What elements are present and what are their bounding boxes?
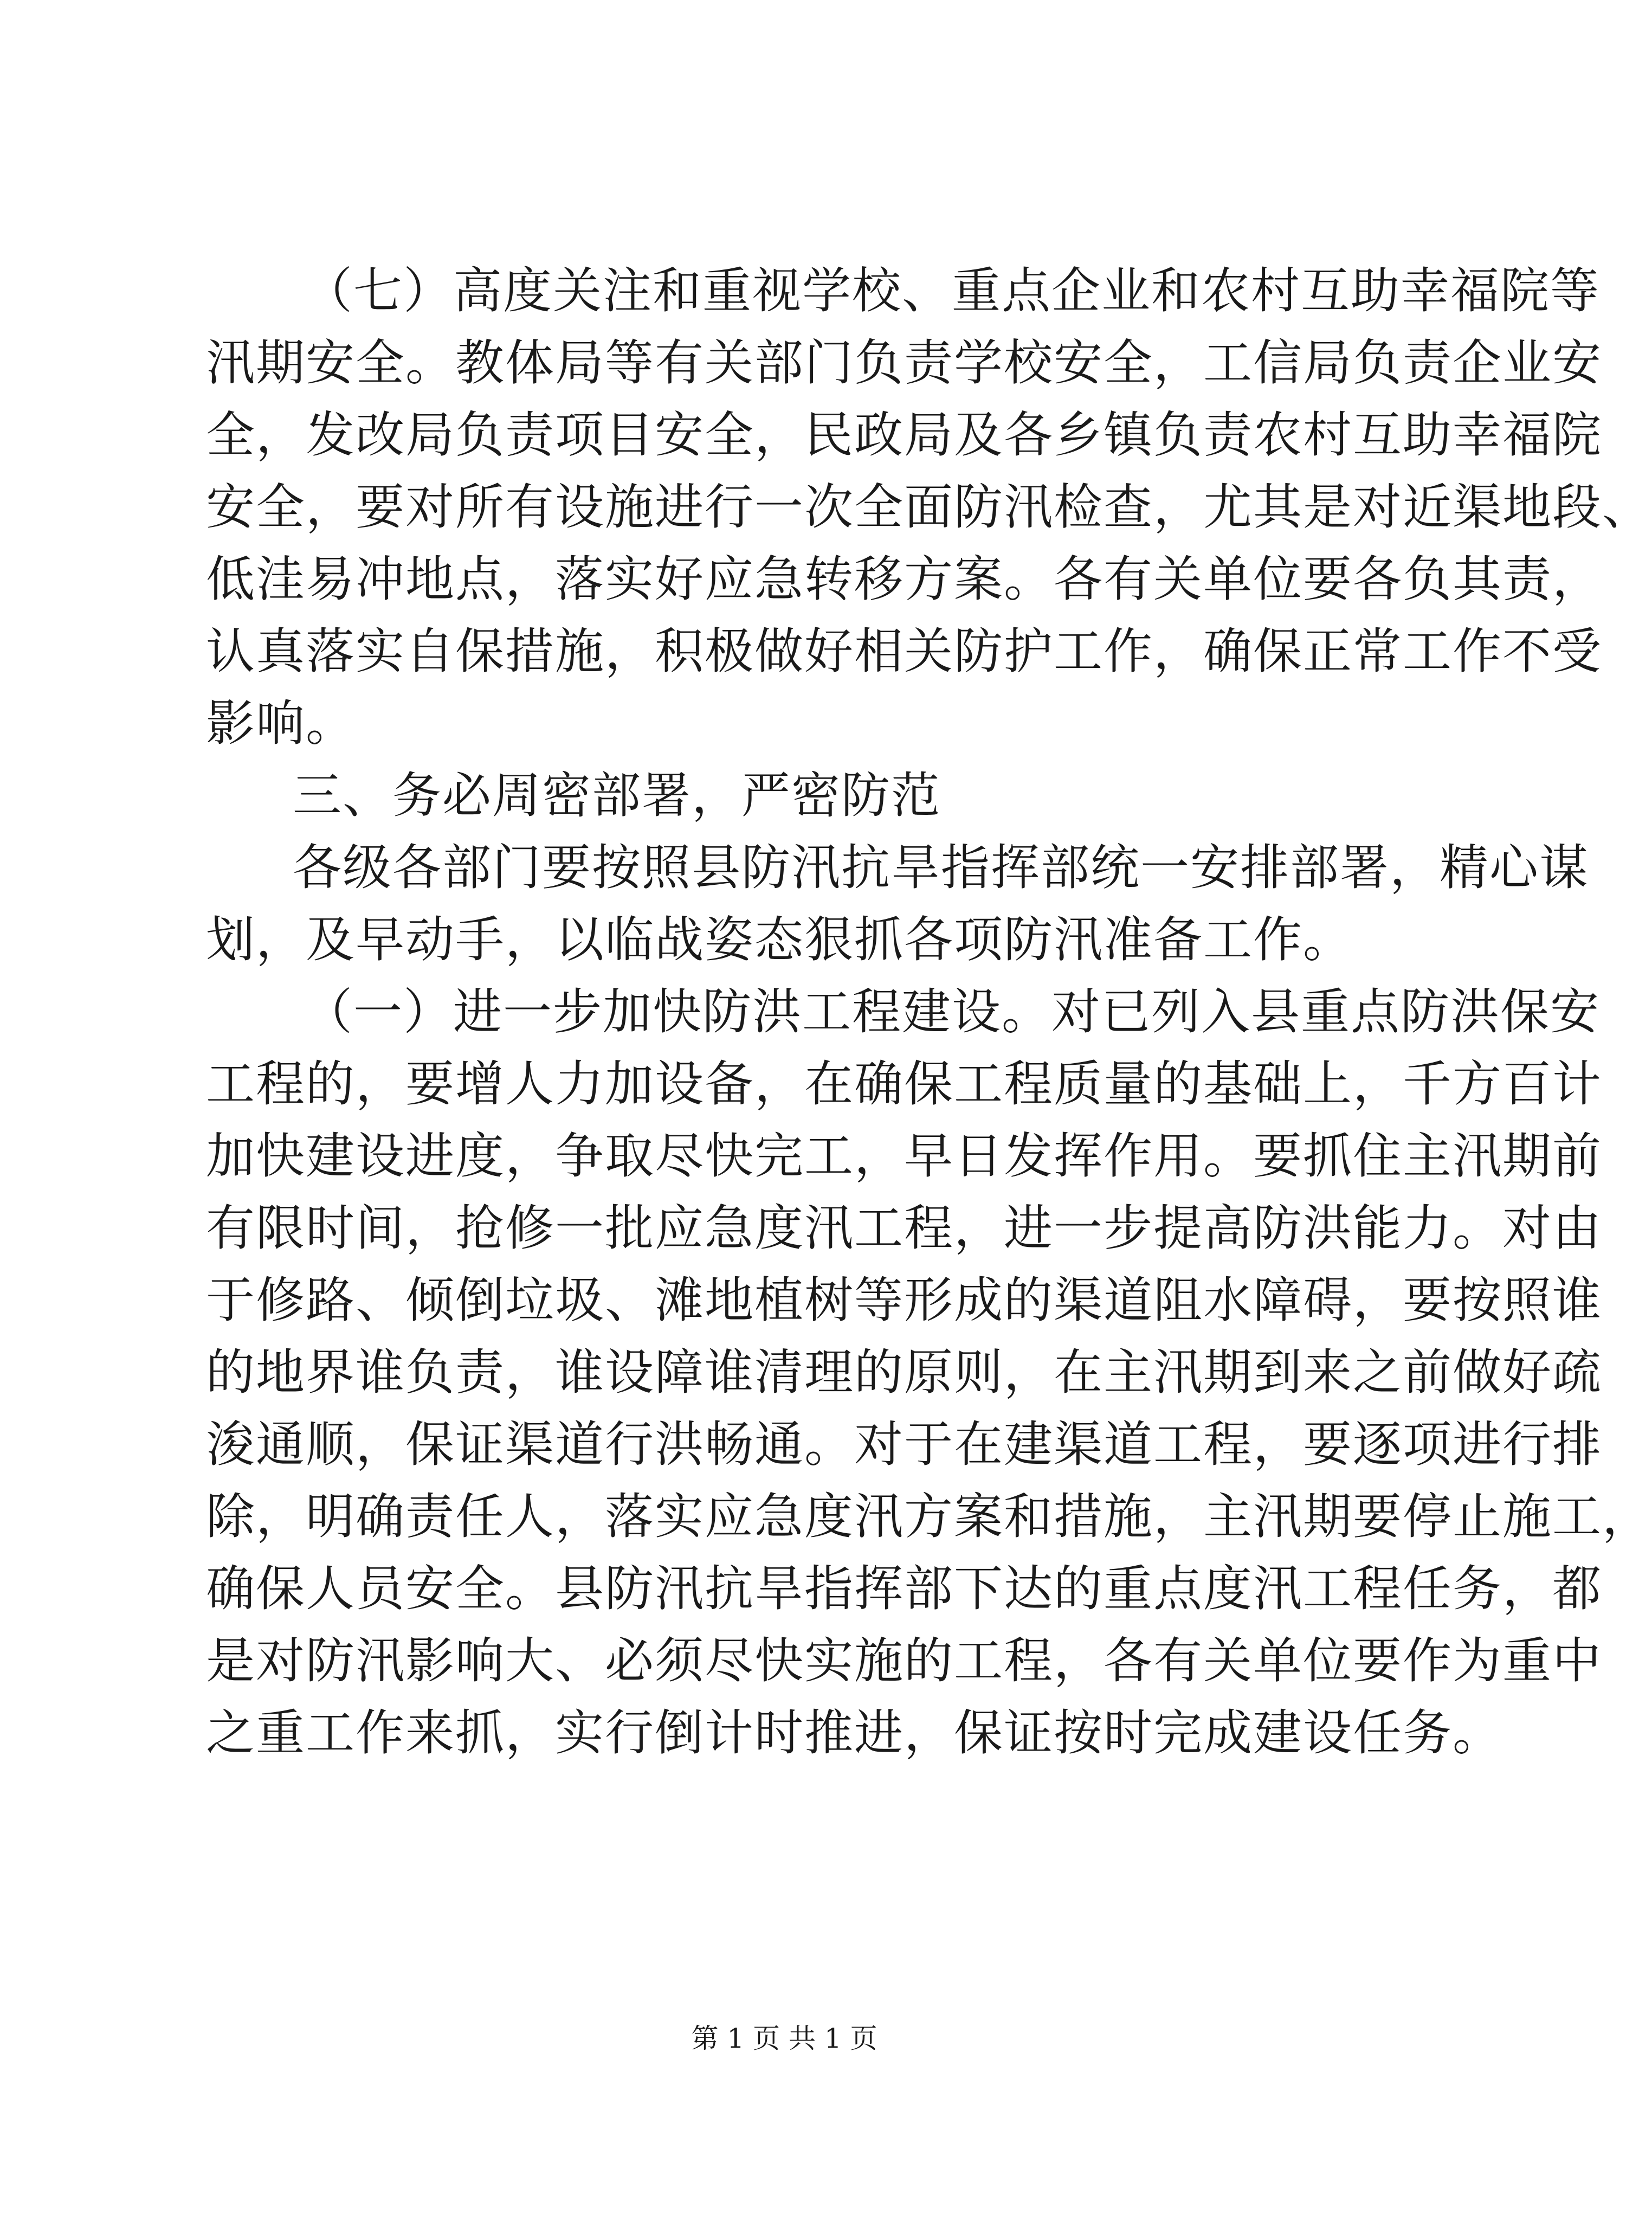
paragraph-line: 浚通顺，保证渠道行洪畅通。对于在建渠道工程，要逐项进行排: [206, 1416, 1602, 1473]
section-heading: 三、务必周密部署，严密防范: [293, 767, 941, 824]
paragraph-line: 各级各部门要按照县防汛抗旱指挥部统一安排部署，精心谋: [293, 839, 1589, 896]
document-body: [206, 255, 1652, 1769]
paragraph-line: 划，及早动手，以临战姿态狠抓各项防汛准备工作。: [206, 911, 1353, 968]
paragraph-line: 的地界谁负责，谁设障谁清理的原则，在主汛期到来之前做好疏: [206, 1344, 1602, 1401]
paragraph-line: 确保人员安全。县防汛抗旱指挥部下达的重点度汛工程任务，都: [206, 1560, 1602, 1617]
paragraph-line: 影响。: [206, 695, 356, 752]
paragraph-line: 汛期安全。教体局等有关部门负责学校安全，工信局负责企业安: [206, 335, 1602, 391]
paragraph-line: 认真落实自保措施，积极做好相关防护工作，确保正常工作不受: [206, 623, 1602, 680]
paragraph-line: 有限时间，抢修一批应急度汛工程，进一步提高防洪能力。对由: [206, 1200, 1602, 1257]
page-number-footer: 第 1 页 共 1 页: [691, 2023, 877, 2054]
paragraph-line: 工程的，要增人力加设备，在确保工程质量的基础上，千方百计: [206, 1056, 1602, 1112]
paragraph-line: 安全，要对所有设施进行一次全面防汛检查，尤其是对近渠地段、: [206, 479, 1652, 536]
paragraph-line: 除，明确责任人，落实应急度汛方案和措施，主汛期要停止施工，: [206, 1488, 1652, 1545]
paragraph-line: （一）进一步加快防洪工程建设。对已列入县重点防洪保安: [304, 983, 1600, 1040]
paragraph-line: 是对防汛影响大、必须尽快实施的工程，各有关单位要作为重中: [206, 1632, 1602, 1689]
paragraph-line: 于修路、倾倒垃圾、滩地植树等形成的渠道阻水障碍，要按照谁: [206, 1272, 1602, 1329]
paragraph-line: 全，发改局负责项目安全，民政局及各乡镇负责农村互助幸福院: [206, 407, 1602, 464]
paragraph-line: 低洼易冲地点，落实好应急转移方案。各有关单位要各负其责，: [206, 551, 1602, 608]
paragraph-line: 加快建设进度，争取尽快完工，早日发挥作用。要抓住主汛期前: [206, 1128, 1602, 1185]
paragraph-line: （七）高度关注和重视学校、重点企业和农村互助幸福院等: [304, 262, 1600, 319]
paragraph-line: 之重工作来抓，实行倒计时推进，保证按时完成建设任务。: [206, 1705, 1502, 1761]
